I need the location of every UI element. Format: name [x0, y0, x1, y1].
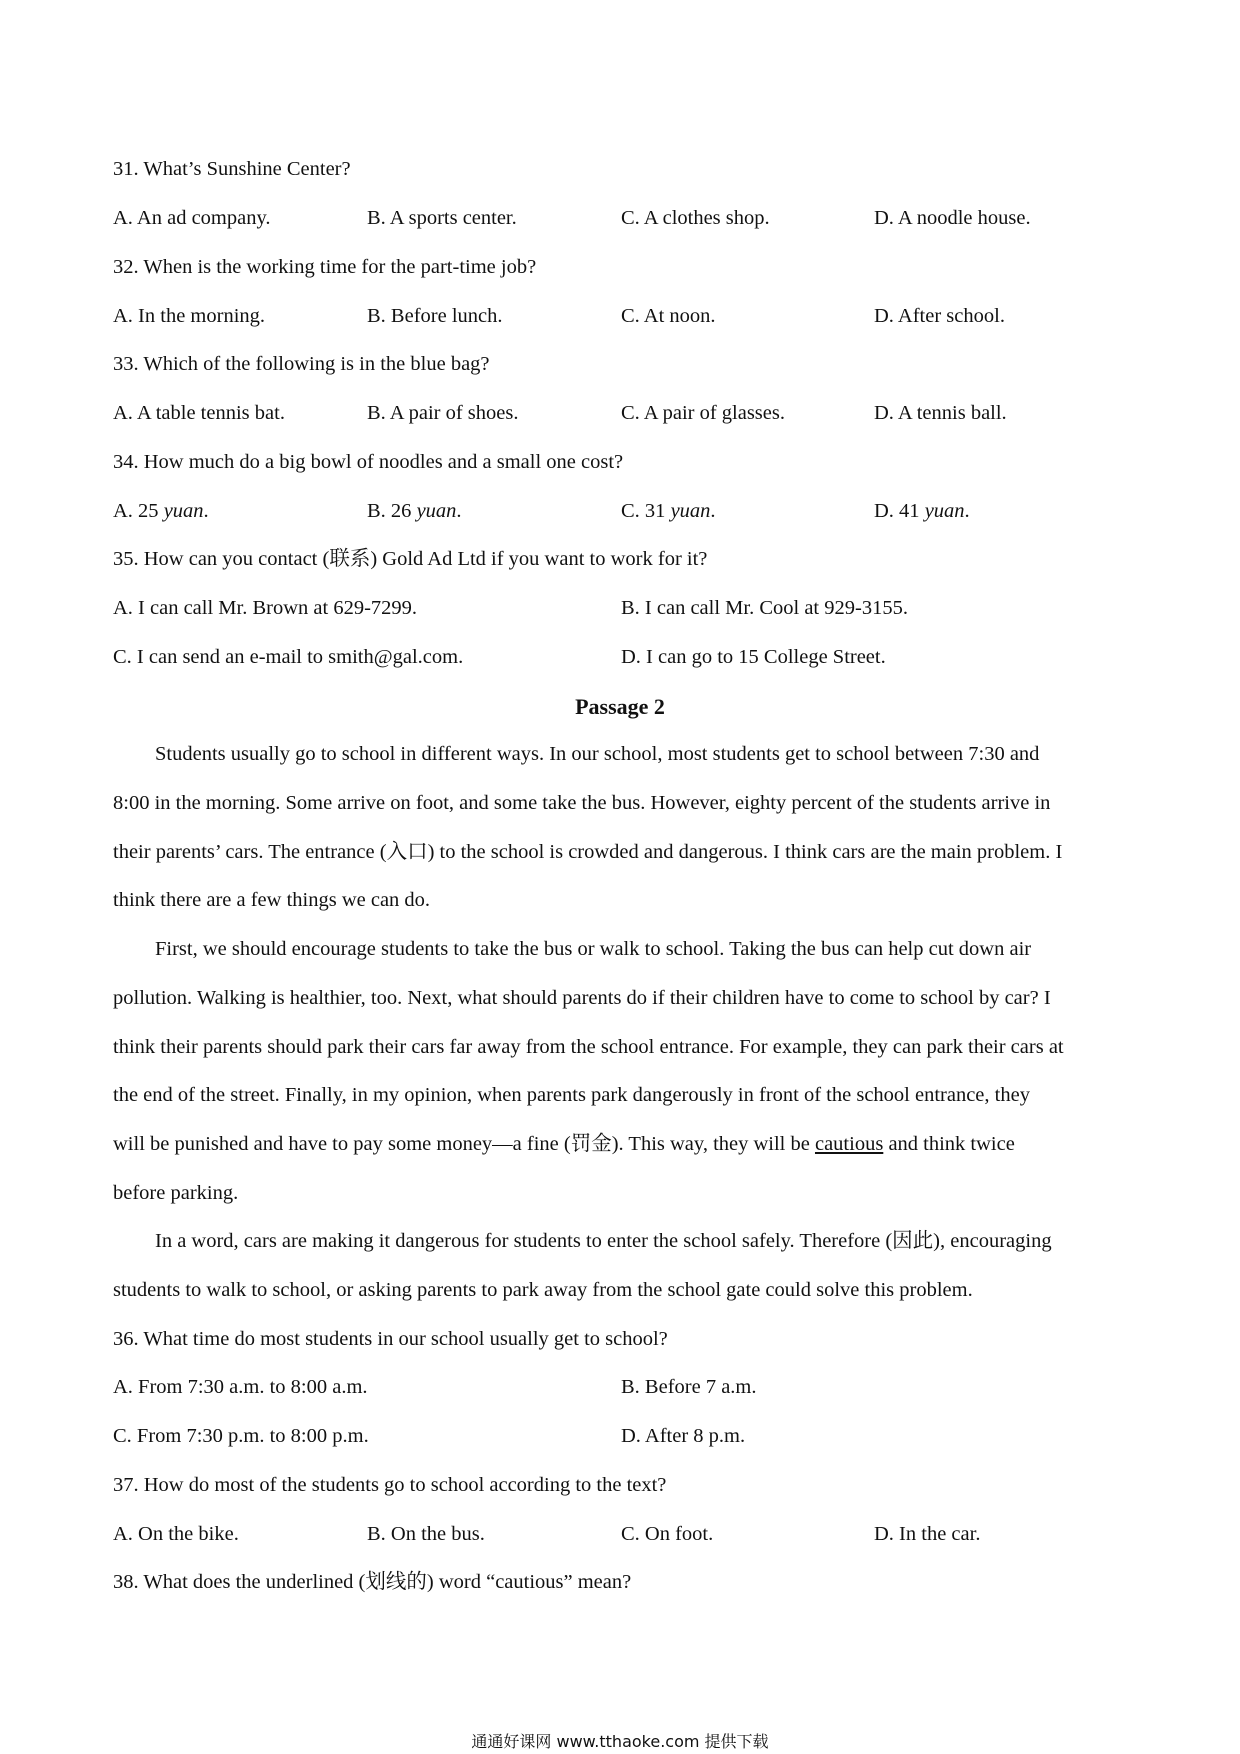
question-37-option-a: A. On the bike. [113, 1523, 239, 1545]
question-37-stem: 37. How do most of the students go to school according to the text? [113, 1474, 667, 1496]
question-37-option-b: B. On the bus. [367, 1523, 485, 1545]
question-33-option-c: C. A pair of glasses. [621, 402, 785, 424]
question-31-option-c: C. A clothes shop. [621, 207, 770, 229]
question-35-option-d: D. I can go to 15 College Street. [621, 646, 886, 668]
question-31-option-d: D. A noodle house. [874, 207, 1031, 229]
question-34-option-d: D. 41 yuan. [874, 500, 970, 522]
page-footer: 通通好课网 www.tthaoke.com 提供下载 [471, 1732, 769, 1751]
passage-line-9: will be punished and have to pay some money—a fine (罚金). This way, they will be cautious and think twice [113, 1133, 1015, 1155]
passage-line-10: before parking. [113, 1182, 239, 1204]
passage-line-2: 8:00 in the morning. Some arrive on foot, and some take the bus. However, eighty percent of the students arrive in [113, 792, 1051, 814]
question-32-stem: 32. When is the working time for the part-time job? [113, 256, 537, 278]
passage-line-12: students to walk to school, or asking parents to park away from the school gate could solve this problem. [113, 1279, 973, 1301]
passage-line-1: Students usually go to school in different ways. In our school, most students get to school between 7:30 and [155, 743, 1040, 765]
question-31-option-b: B. A sports center. [367, 207, 517, 229]
question-33-option-d: D. A tennis ball. [874, 402, 1007, 424]
question-34-stem: 34. How much do a big bowl of noodles and a small one cost? [113, 451, 624, 473]
question-34-option-a: A. 25 yuan. [113, 500, 209, 522]
question-31-option-a: A. An ad company. [113, 207, 271, 229]
question-38-stem: 38. What does the underlined (划线的) word “cautious” mean? [113, 1571, 632, 1593]
passage-line-5: First, we should encourage students to take the bus or walk to school. Taking the bus can help cut down air [155, 938, 1032, 960]
question-35-option-a: A. I can call Mr. Brown at 629-7299. [113, 597, 418, 619]
question-33-stem: 33. Which of the following is in the blue bag? [113, 353, 490, 375]
question-33-option-b: B. A pair of shoes. [367, 402, 519, 424]
passage-line-4: think there are a few things we can do. [113, 889, 431, 911]
passage-line-8: the end of the street. Finally, in my opinion, when parents park dangerously in front of the school entrance, they [113, 1084, 1030, 1106]
question-32-option-d: D. After school. [874, 305, 1005, 327]
question-35-option-b: B. I can call Mr. Cool at 929-3155. [621, 597, 908, 619]
passage-line-6: pollution. Walking is healthier, too. Next, what should parents do if their children have to come to school by car? I [113, 987, 1051, 1009]
question-33-option-a: A. A table tennis bat. [113, 402, 285, 424]
question-34-option-c: C. 31 yuan. [621, 500, 716, 522]
question-32-option-b: B. Before lunch. [367, 305, 503, 327]
question-35-option-c: C. I can send an e-mail to smith@gal.com. [113, 646, 464, 668]
passage-line-11: In a word, cars are making it dangerous for students to enter the school safely. Therefore (因此), encouraging [155, 1230, 1052, 1252]
question-36-option-c: C. From 7:30 p.m. to 8:00 p.m. [113, 1425, 369, 1447]
question-32-option-a: A. In the morning. [113, 305, 266, 327]
question-36-option-a: A. From 7:30 a.m. to 8:00 a.m. [113, 1376, 368, 1398]
question-31-stem: 31. What’s Sunshine Center? [113, 158, 351, 180]
question-35-stem: 35. How can you contact (联系) Gold Ad Ltd if you want to work for it? [113, 548, 708, 570]
question-37-option-d: D. In the car. [874, 1523, 981, 1545]
underlined-word-cautious: cautious [814, 1133, 884, 1155]
passage-line-3: their parents’ cars. The entrance (入口) to the school is crowded and dangerous. I think cars are the main problem. I [113, 841, 1063, 863]
question-37-option-c: C. On foot. [621, 1523, 714, 1545]
question-32-option-c: C. At noon. [621, 305, 716, 327]
question-36-stem: 36. What time do most students in our school usually get to school? [113, 1328, 668, 1350]
question-36-option-d: D. After 8 p.m. [621, 1425, 746, 1447]
passage-title: Passage 2 [575, 694, 665, 719]
question-34-option-b: B. 26 yuan. [367, 500, 462, 522]
question-36-option-b: B. Before 7 a.m. [621, 1376, 757, 1398]
passage-line-7: think their parents should park their cars far away from the school entrance. For example, they can park their cars at [113, 1036, 1064, 1058]
